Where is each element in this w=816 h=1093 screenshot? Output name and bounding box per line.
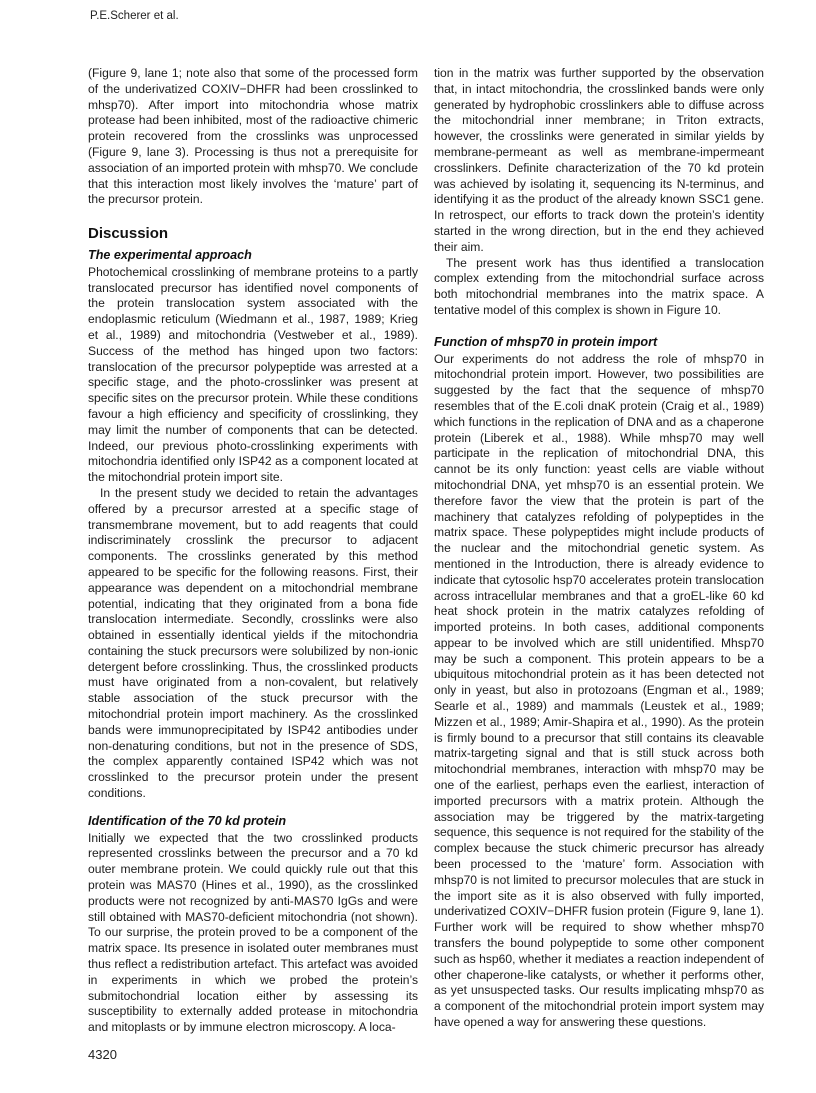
left-column (88, 66, 418, 1036)
function-heading: Function of mhsp70 in protein import (434, 334, 658, 349)
experimental-paragraph-1: Photochemical crosslinking of membrane proteins to a partly translocated precursor has identified novel components of the protein translocation system associated with the endoplasmic reticulum (Wiedmann et al., 1987, 1989; Krieg et al., 1989) and mitochondria (Vestweber et al., 1989). Success of the method has hinged upon two factors: translocation of the precursor polypeptide was arrested at a specific stage, and the photo-crosslinker was present at specific sites on the precursor protein. While these conditions favour a high efficiency and specificity of crosslinking, they may limit the number of components that can be detected. Indeed, our previous photo-crosslinking experiments with mitochondria identified only ISP42 as a component located at the mitochondrial protein import site. (88, 264, 418, 485)
experimental-approach-heading: The experimental approach (88, 247, 252, 262)
function-paragraph-1: Our experiments do not address the role of mhsp70 in mitochondrial protein import. However, two possibilities are suggested by the fact that the sequence of mhsp70 resembles that of the E.coli dnaK protein (Craig et al., 1989) which functions in the replication of DNA and as a chaperone protein (Liberek et al., 1988). While mhsp70 may well participate in the replication of mitochondrial DNA, this cannot be its only function: yeast cells are viable without mitochondrial DNA, yet mhsp70 is an essential protein. We therefore favor the view that the protein is part of the machinery that catalyzes refolding of polypeptides in the matrix space. These polypeptides might include products of the nuclear and the mitochondrial genetic system. As mentioned in the Introduction, there is already evidence to indicate that cytosolic hsp70 accelerates protein translocation across intracellular membranes and that a groEL-like 60 kd heat shock protein in the matrix catalyzes refolding of imported proteins. In both cases, additional components appear to be involved which are still unidentified. Mhsp70 may be such a component. This protein appears to be a ubiquitous mitochondrial protein as it has been detected not only in yeast, but also in protozoans (Engman et al., 1989; Searle et al., 1989) and mammals (Leustek et al., 1989; Mizzen et al., 1989; Amir-Shapira et al., 1990). As the protein is firmly bound to a precursor that still contains its cleavable matrix-targeting signal and that is still stuck across both mitochondrial membranes, interaction with mhsp70 may be one of the earliest, perhaps even the earliest, interaction of imported precursors with a matrix protein. Although the association may be triggered by the matrix-targeting sequence, this sequence is not required for the stability of the complex because the stuck chimeric precursor has already been processed to the ‘mature’ form. Association with mhsp70 is not limited to precursor molecules that are stuck in the import site as it is also observed with fully imported, underivatized COXIV−DHFR fusion protein (Figure 9, lane 1). Further work will be required to show whether mhsp70 transfers the bound polypeptide to some other component such as hsp60, whether it mediates a reaction independent of other chaperone-like catalysts, or whether it performs other, as yet unsuspected tasks. Our results implicating mhsp70 as a component of the mitochondrial protein import system may have opened a way for answering these questions. (434, 351, 764, 1030)
intro-paragraph: (Figure 9, lane 1; note also that some of the processed form of the underivatized COXIV−DHFR had been crosslinked to mhsp70). After import into mitochondria whose matrix protease had been inhibited, most of the radioactive chimeric protein recovered from the crosslinks was unprocessed (Figure 9, lane 3). Processing is thus not a prerequisite for association of an imported protein with mhsp70. We conclude that this interaction most likely involves the ‘mature’ part of the precursor protein. (88, 66, 418, 207)
discussion-heading: Discussion (88, 225, 169, 243)
right-column (434, 66, 764, 1031)
continuation-paragraph-2: The present work has thus identified a translocation complex extending from the mitochondrial surface across both mitochondrial membranes into the matrix space. A tentative model of this complex is shown in Figure 10. (434, 255, 764, 317)
running-head: P.E.Scherer et al. (90, 10, 179, 22)
experimental-paragraph-2: In the present study we decided to retain the advantages offered by a precursor arrested at a specific stage of transmembrane movement, but to add reagents that could indiscriminately crosslink the precursor to adjacent components. The crosslinks generated by this method appeared to be specific for the following reasons. First, their appearance was dependent on a mitochondrial membrane potential, indicating that they originated from a bona fide translocation intermediate. Secondly, crosslinks were also obtained in essentially identical yields if the mitochondria containing the stuck precursors were solubilized by non-ionic detergent before crosslinking. Thus, the crosslinked products must have originated from a non-covalent, but relatively stable association of the stuck precursor with the mitochondrial protein import machinery. As the crosslinked bands were immunoprecipitated by ISP42 antibodies under non-denaturing conditions, but not in the presence of SDS, the complex apparently contained ISP42 which was not crosslinked to the precursor protein under the present conditions. (88, 485, 418, 801)
continuation-paragraph-1: tion in the matrix was further supported by the observation that, in intact mitochondria, the crosslinked bands were only generated by hydrophobic crosslinkers able to diffuse across the mitochondrial inner membrane; in Triton extracts, however, the crosslinks were generated in similar yields by membrane-permeant as well as membrane-impermeant crosslinkers. Definite characterization of the 70 kd protein was achieved by isolating it, sequencing its N-terminus, and identifying it as the product of the already known SSC1 gene. In retrospect, our efforts to track down the protein’s identity started in the wrong direction, but in the end they achieved their aim. (434, 66, 764, 254)
identification-heading: Identification of the 70 kd protein (88, 813, 287, 828)
page-number: 4320 (88, 1047, 117, 1062)
identification-paragraph-1: Initially we expected that the two crosslinked products represented crosslinks between the precursor and a 70 kd outer membrane protein. We could quickly rule out that this protein was MAS70 (Hines et al., 1990), as the crosslinked products were not recognized by anti-MAS70 IgGs and were still obtained with MAS70-deficient mitochondria (not shown). To our surprise, the protein proved to be a component of the matrix space. Its presence in isolated outer membranes must thus reflect a redistribution artefact. This artefact was avoided in experiments in which we probed the protein’s submitochondrial location either by assessing its susceptibility to externally added protease in mitochondria and mitoplasts or by immune electron microscopy. A loca- (88, 830, 418, 1035)
